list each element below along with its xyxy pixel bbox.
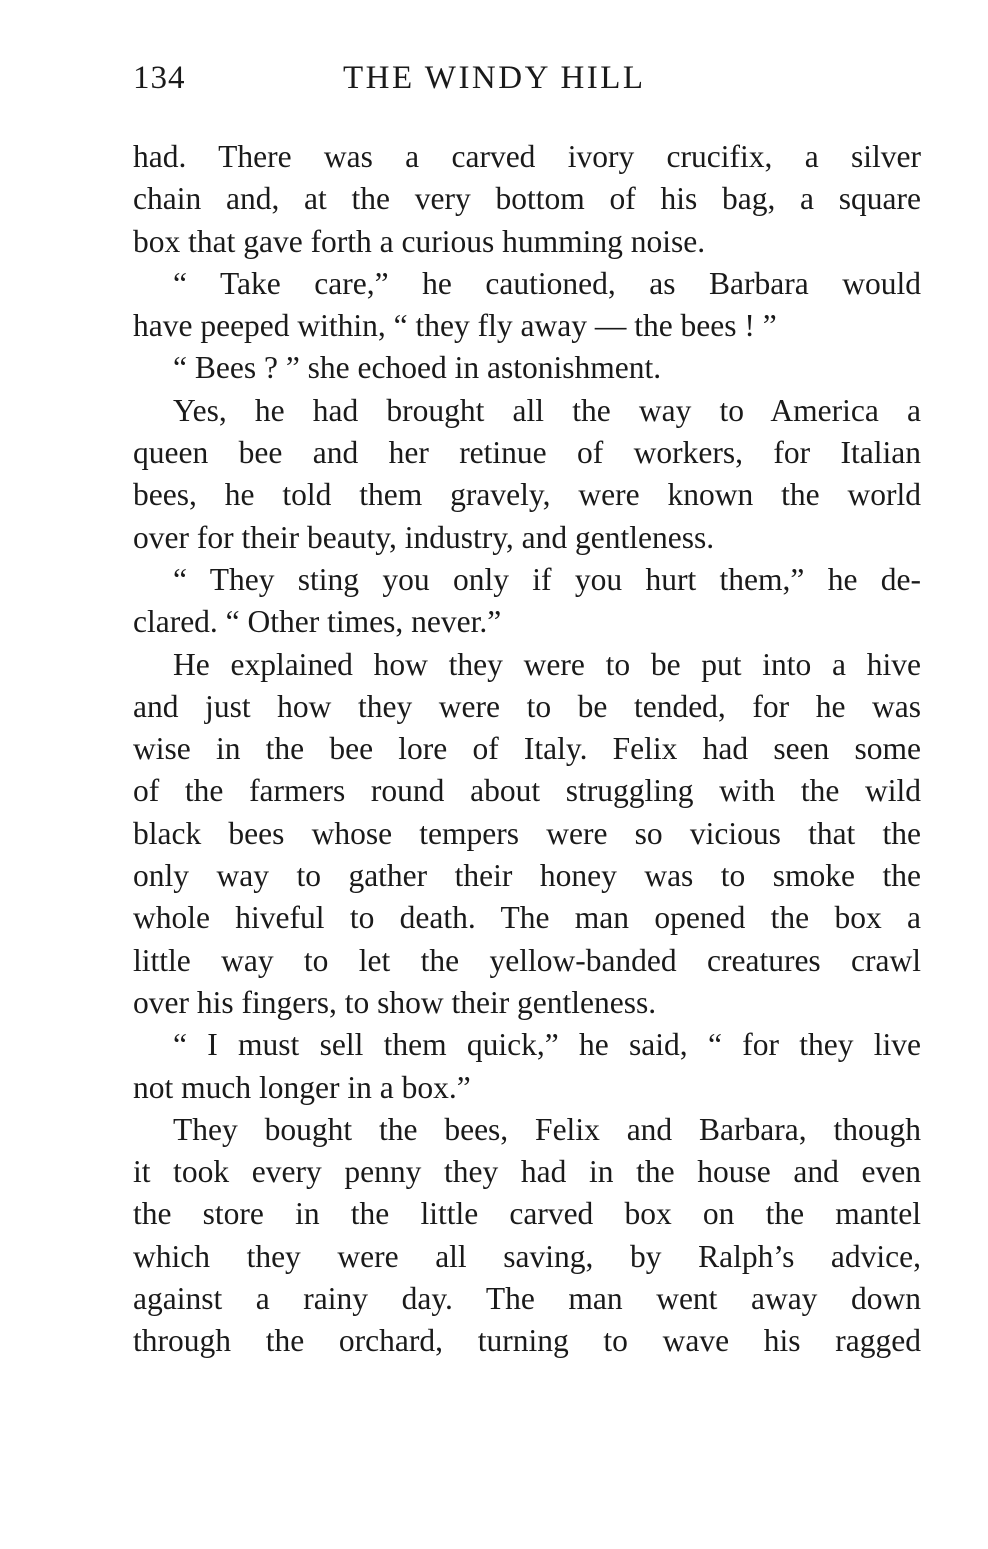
text-line: black bees whose tempers were so vicious that the <box>133 815 921 851</box>
page-header <box>133 60 923 104</box>
text-line: over his fingers, to show their gentleness. <box>133 984 657 1020</box>
text-line: wise in the bee lore of Italy. Felix had seen some <box>133 731 921 767</box>
text-line: They bought the bees, Felix and Barbara, though <box>173 1111 921 1147</box>
text-line: it took every penny they had in the house and even <box>133 1154 921 1190</box>
text-line: and just how they were to be tended, for he was <box>133 688 921 724</box>
text-line: against a rainy day. The man went away down <box>133 1281 921 1317</box>
text-line: the store in the little carved box on the mantel <box>133 1196 921 1232</box>
text-line: of the farmers round about struggling with the wild <box>133 773 921 809</box>
body-text <box>133 136 921 1363</box>
text-line: clared. “ Other times, never.” <box>133 604 502 640</box>
text-line: queen bee and her retinue of workers, for Italian <box>133 435 921 471</box>
text-line: over for their beauty, industry, and gentleness. <box>133 519 715 555</box>
text-line: which they were all saving, by Ralph’s advice, <box>133 1238 921 1274</box>
text-line: not much longer in a box.” <box>133 1069 471 1105</box>
text-line: box that gave forth a curious humming noise. <box>133 223 706 259</box>
text-line: bees, he told them gravely, were known the world <box>133 477 921 513</box>
text-line: whole hiveful to death. The man opened the box a <box>133 900 921 936</box>
text-line: “ I must sell them quick,” he said, “ for they live <box>173 1027 921 1063</box>
text-line: only way to gather their honey was to smoke the <box>133 858 921 894</box>
text-line: through the orchard, turning to wave his ragged <box>133 1323 921 1359</box>
text-line: had. There was a carved ivory crucifix, a silver <box>133 139 921 174</box>
text-line: chain and, at the very bottom of his bag, a square <box>133 181 921 217</box>
text-line: “ They sting you only if you hurt them,” he de- <box>173 561 921 597</box>
text-line: He explained how they were to be put into a hive <box>173 646 921 682</box>
page-number: 134 <box>133 60 186 96</box>
text-line: “ Bees ? ” she echoed in astonishment. <box>173 350 662 386</box>
text-line: “ Take care,” he cautioned, as Barbara would <box>173 265 921 301</box>
text-line: little way to let the yellow-banded creatures crawl <box>133 942 921 978</box>
text-line: Yes, he had brought all the way to America a <box>173 392 921 428</box>
running-head: THE WINDY HILL <box>343 60 646 96</box>
text-line: have peeped within, “ they fly away — the bees ! ” <box>133 308 777 344</box>
